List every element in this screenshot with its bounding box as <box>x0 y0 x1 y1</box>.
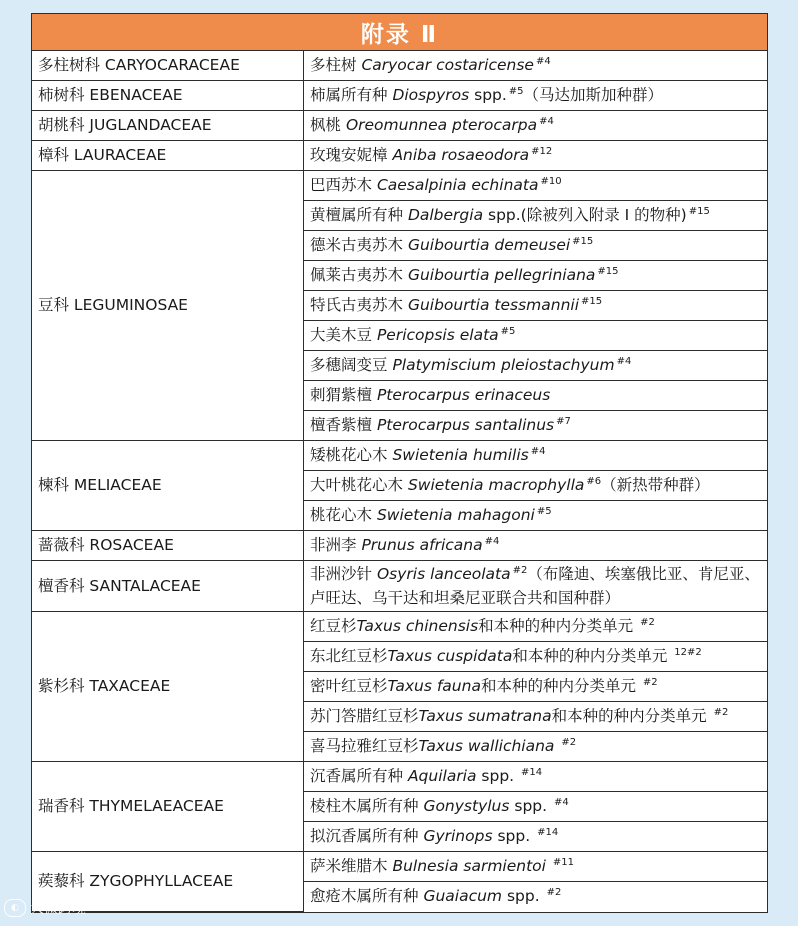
species-scientific-name: Pericopsis elata <box>376 326 499 344</box>
species-scientific-name: Platymiscium pleiostachyum <box>392 356 615 374</box>
species-scientific-name: Guibourtia tessmannii <box>407 296 580 314</box>
species-cell <box>304 171 768 201</box>
species-scientific-name: Aniba rosaeodora <box>392 146 530 164</box>
family-cell: 紫杉科 TAXACEAE <box>32 612 304 762</box>
appendix-table <box>31 13 768 913</box>
population-note: （新热带种群） <box>601 476 710 494</box>
family-cell: 蔷薇科 ROSACEAE <box>32 531 304 561</box>
table-row <box>32 852 767 882</box>
annotation-number: #5 <box>536 506 552 517</box>
family-cell: 楝科 MELIACEAE <box>32 441 304 531</box>
watermark-text: 大微跨境 <box>30 901 86 917</box>
species-scientific-name: Taxus chinensis <box>356 617 479 635</box>
annotation-number: #12 <box>531 146 553 157</box>
species-cell <box>304 111 768 141</box>
species-scientific-name: Diospyros <box>392 86 470 104</box>
species-cell <box>304 501 768 531</box>
annotation-number: #2 <box>546 887 562 898</box>
species-chinese-name: 多柱树 <box>310 56 362 74</box>
species-chinese-name: 多穗阔变豆 <box>310 356 393 374</box>
species-chinese-name: 玫瑰安妮樟 <box>310 146 393 164</box>
species-cell <box>304 321 768 351</box>
species-scientific-name: Swietenia mahagoni <box>376 506 535 524</box>
species-qualifier <box>554 737 559 755</box>
species-cell <box>304 141 768 171</box>
species-chinese-name: 喜马拉雅红豆杉 <box>310 737 419 755</box>
annotation-number: #7 <box>556 416 571 427</box>
species-chinese-name: 大叶桃花心木 <box>310 476 408 494</box>
species-cell <box>304 261 768 291</box>
species-cell <box>304 351 768 381</box>
species-scientific-name: Taxus fauna <box>387 677 481 695</box>
species-qualifier <box>546 857 551 875</box>
table-row <box>32 81 767 111</box>
species-qualifier: spp. <box>509 797 553 815</box>
annotation-number: 12#2 <box>674 647 702 658</box>
species-scientific-name: Guaiacum <box>423 887 503 905</box>
species-qualifier: 和本种的种内分类单元 <box>512 647 673 665</box>
species-scientific-name: Aquilaria <box>407 767 477 785</box>
annotation-number: #14 <box>537 827 559 838</box>
family-cell: 柿树科 EBENACEAE <box>32 81 304 111</box>
species-cell <box>304 441 768 471</box>
species-cell <box>304 201 768 231</box>
species-chinese-name: 非洲李 <box>310 536 362 554</box>
species-cell <box>304 381 768 411</box>
annotation-number: #11 <box>552 857 574 868</box>
species-scientific-name: Bulnesia sarmientoi <box>392 857 546 875</box>
table-row <box>32 561 767 612</box>
species-scientific-name: Pterocarpus erinaceus <box>376 386 551 404</box>
annotation-number: #4 <box>530 446 546 457</box>
family-cell: 檀香科 SANTALACEAE <box>32 561 304 612</box>
species-cell <box>304 561 768 612</box>
family-cell: 蒺藜科 ZYGOPHYLLACEAE <box>32 852 304 912</box>
table-row <box>32 762 767 792</box>
table-row <box>32 111 767 141</box>
species-chinese-name: 大美木豆 <box>310 326 377 344</box>
family-cell: 多柱树科 CARYOCARACEAE <box>32 51 304 81</box>
annotation-number: #15 <box>688 206 710 217</box>
species-chinese-name: 刺猬紫檀 <box>310 386 377 404</box>
annotation-number: #5 <box>500 326 516 337</box>
species-qualifier: 和本种的种内分类单元 <box>551 707 712 725</box>
species-cell <box>304 471 768 501</box>
species-cell <box>304 231 768 261</box>
table-row <box>32 51 767 81</box>
species-scientific-name: Prunus africana <box>361 536 483 554</box>
species-scientific-name: Guibourtia demeusei <box>407 236 571 254</box>
species-qualifier: spp. <box>476 767 520 785</box>
annotation-number: #2 <box>512 565 528 576</box>
species-qualifier: spp.(除被列入附录 Ⅰ 的物种) <box>483 206 687 224</box>
species-cell <box>304 81 768 111</box>
annotation-number: #6 <box>586 476 602 487</box>
species-scientific-name: Swietenia macrophylla <box>407 476 585 494</box>
species-scientific-name: Gonystylus <box>423 797 510 815</box>
species-chinese-name: 愈疮木属所有种 <box>310 887 424 905</box>
watermark <box>4 898 86 918</box>
logo-icon: ◐ <box>4 899 26 917</box>
species-chinese-name: 苏门答腊红豆杉 <box>310 707 419 725</box>
species-scientific-name: Dalbergia <box>407 206 484 224</box>
species-qualifier: spp. <box>502 887 545 905</box>
family-cell: 豆科 LEGUMINOSAE <box>32 171 304 441</box>
species-cell <box>304 762 768 792</box>
annotation-number: #2 <box>561 737 577 748</box>
species-cell <box>304 612 768 642</box>
species-chinese-name: 桃花心木 <box>310 506 377 524</box>
population-note: （马达加斯加种群） <box>523 86 664 104</box>
species-cell <box>304 642 768 672</box>
species-qualifier: spp. <box>492 827 536 845</box>
species-scientific-name: Guibourtia pellegriniana <box>407 266 596 284</box>
species-cell <box>304 882 768 912</box>
species-cell <box>304 732 768 762</box>
annotation-number: #2 <box>640 617 655 628</box>
annotation-number: #4 <box>539 116 554 127</box>
species-chinese-name: 拟沉香属所有种 <box>310 827 424 845</box>
annotation-number: #4 <box>535 56 551 67</box>
annotation-number: #10 <box>540 176 562 187</box>
table-row <box>32 141 767 171</box>
species-chinese-name: 枫桃 <box>310 116 346 134</box>
species-scientific-name: Caesalpinia echinata <box>376 176 539 194</box>
appendix-title: 附录 Ⅱ <box>32 14 767 51</box>
annotation-number: #14 <box>521 767 543 778</box>
family-cell: 樟科 LAURACEAE <box>32 141 304 171</box>
population-note: （布隆迪、埃塞俄比亚、肯尼亚、卢旺达、乌干达和坦桑尼亚联合共和国种群） <box>310 565 760 607</box>
species-chinese-name: 东北红豆杉 <box>310 647 388 665</box>
table-row <box>32 441 767 471</box>
species-chinese-name: 檀香紫檀 <box>310 416 377 434</box>
annotation-number: #4 <box>554 797 569 808</box>
species-chinese-name: 萨米维腊木 <box>310 857 393 875</box>
species-qualifier: spp. <box>469 86 507 104</box>
species-chinese-name: 德米古夷苏木 <box>310 236 408 254</box>
annotation-number: #15 <box>572 236 594 247</box>
table-row <box>32 531 767 561</box>
species-chinese-name: 沉香属所有种 <box>310 767 408 785</box>
species-chinese-name: 棱柱木属所有种 <box>310 797 424 815</box>
species-chinese-name: 佩莱古夷苏木 <box>310 266 408 284</box>
annotation-number: #15 <box>597 266 619 277</box>
species-chinese-name: 红豆杉 <box>310 617 357 635</box>
species-scientific-name: Taxus wallichiana <box>418 737 555 755</box>
species-cell <box>304 672 768 702</box>
species-cell <box>304 792 768 822</box>
species-scientific-name: Gyrinops <box>423 827 493 845</box>
annotation-number: #4 <box>484 536 500 547</box>
species-scientific-name: Swietenia humilis <box>392 446 529 464</box>
species-scientific-name: Oreomunnea pterocarpa <box>345 116 538 134</box>
species-chinese-name: 矮桃花心木 <box>310 446 393 464</box>
species-scientific-name: Pterocarpus santalinus <box>376 416 555 434</box>
table-row <box>32 171 767 201</box>
species-chinese-name: 密叶红豆杉 <box>310 677 388 695</box>
annotation-number: #5 <box>508 86 524 97</box>
species-chinese-name: 黄檀属所有种 <box>310 206 408 224</box>
table-row <box>32 612 767 642</box>
species-chinese-name: 柿属所有种 <box>310 86 393 104</box>
species-scientific-name: Caryocar costaricense <box>361 56 534 74</box>
annotation-number: #15 <box>581 296 603 307</box>
species-qualifier: 和本种的种内分类单元 <box>478 617 639 635</box>
annotation-number: #2 <box>713 707 729 718</box>
species-cell <box>304 702 768 732</box>
species-chinese-name: 特氏古夷苏木 <box>310 296 408 314</box>
species-cell <box>304 822 768 852</box>
annotation-number: #2 <box>642 677 658 688</box>
species-scientific-name: Taxus sumatrana <box>418 707 552 725</box>
family-cell: 瑞香科 THYMELAEACEAE <box>32 762 304 852</box>
species-cell <box>304 51 768 81</box>
species-cell <box>304 411 768 441</box>
species-chinese-name: 巴西苏木 <box>310 176 377 194</box>
family-cell: 胡桃科 JUGLANDACEAE <box>32 111 304 141</box>
species-scientific-name: Taxus cuspidata <box>387 647 513 665</box>
species-cell <box>304 291 768 321</box>
species-qualifier: 和本种的种内分类单元 <box>480 677 641 695</box>
species-table <box>32 51 767 912</box>
species-cell <box>304 531 768 561</box>
annotation-number: #4 <box>616 356 632 367</box>
species-cell <box>304 852 768 882</box>
species-chinese-name: 非洲沙针 <box>310 565 377 583</box>
species-scientific-name: Osyris lanceolata <box>376 565 511 583</box>
